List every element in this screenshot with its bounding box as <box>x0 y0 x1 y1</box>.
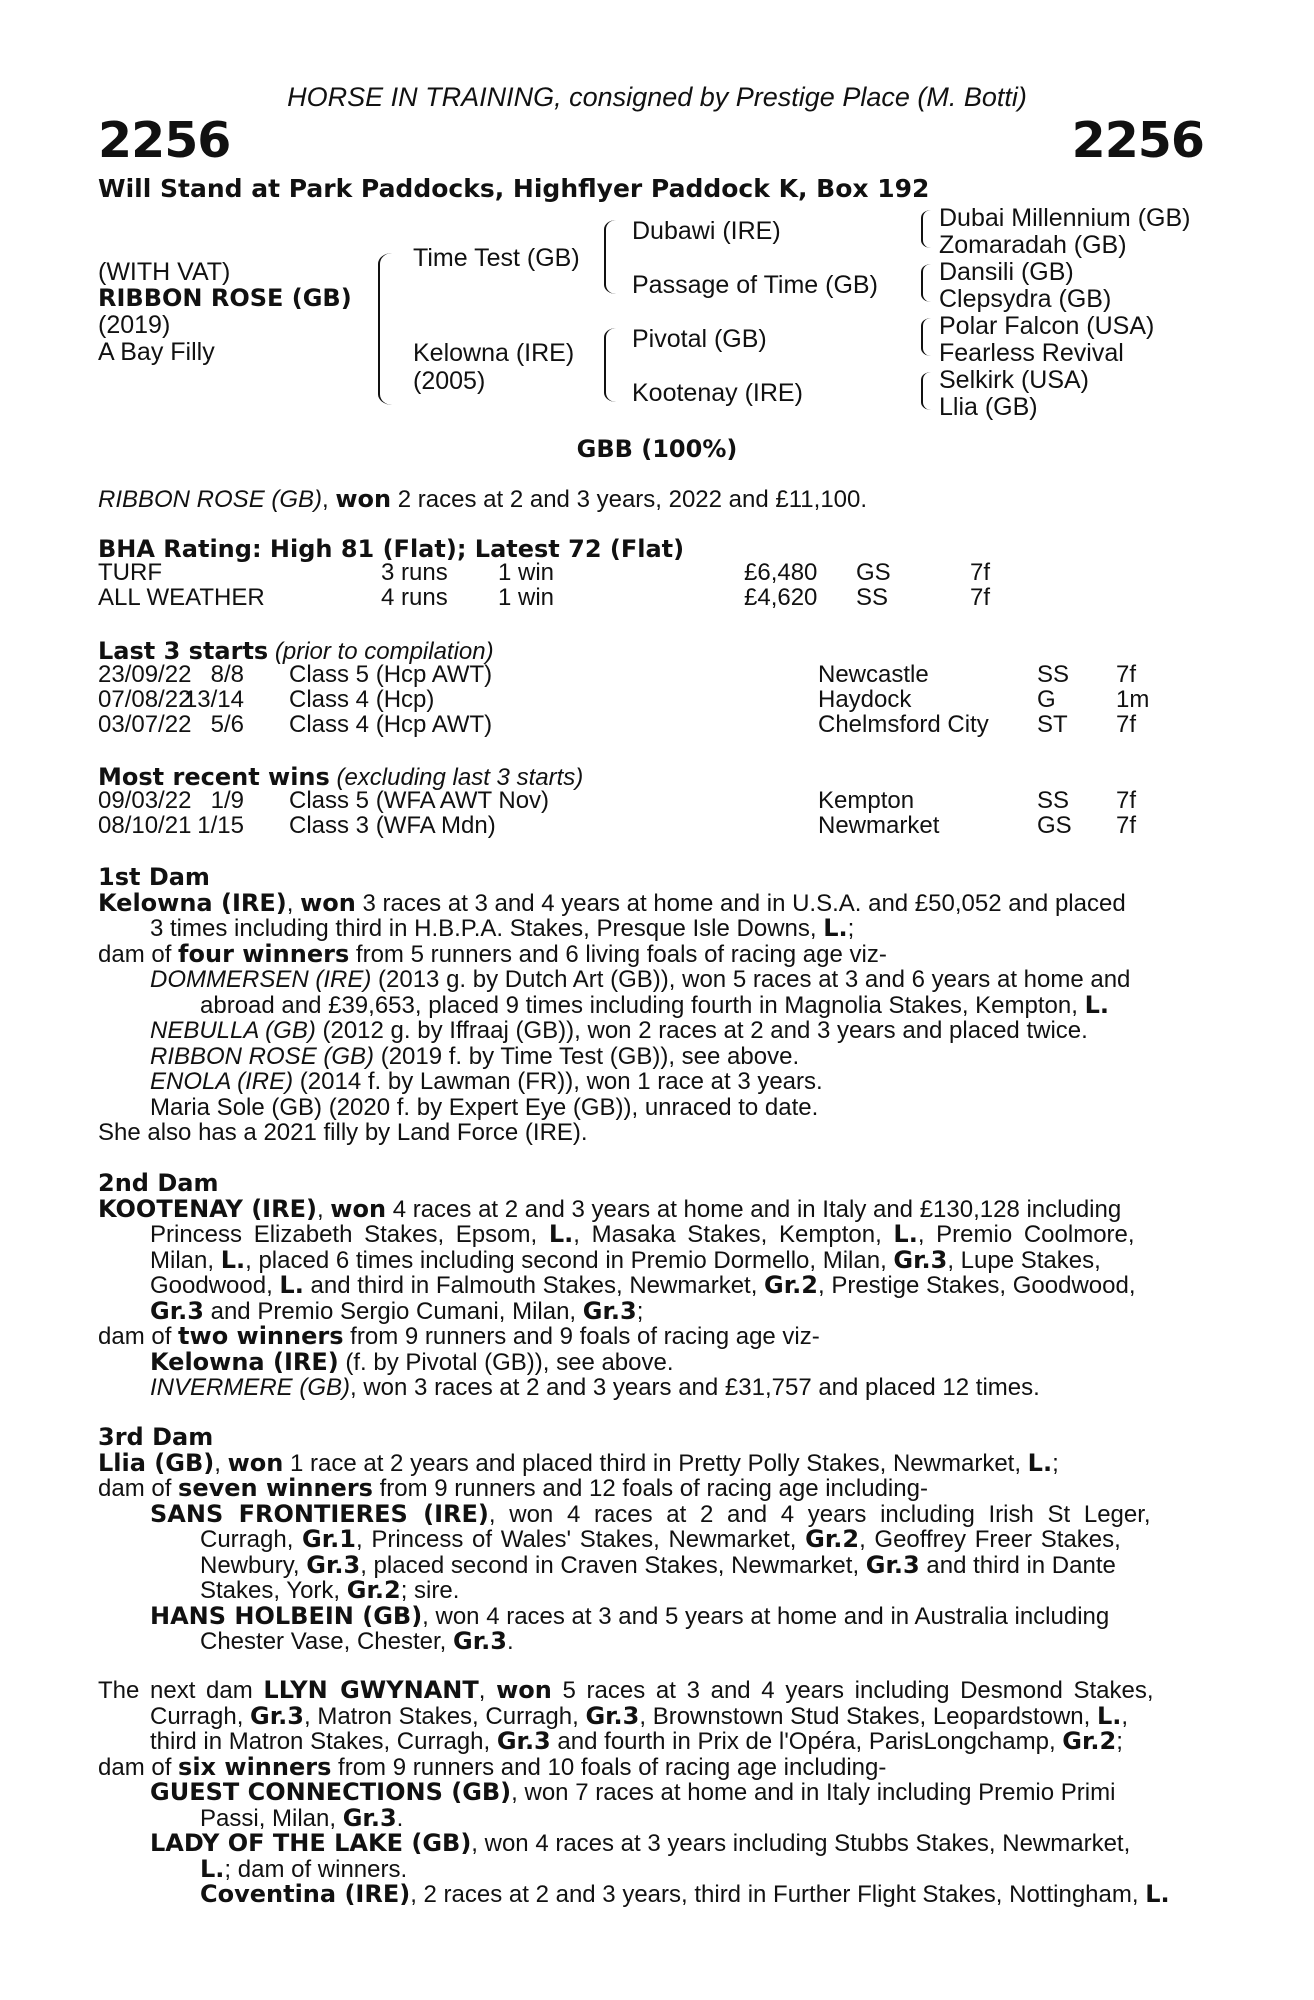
dam-text: , Premio Coolmore, <box>917 1221 1135 1248</box>
race-grade: L. <box>279 1271 304 1299</box>
pedigree-brace-g3-2 <box>921 264 931 302</box>
progeny-text: (2014 f. by Lawman (FR)), won 1 race at 3 years. <box>293 1068 823 1095</box>
dam-text: , Lupe Stakes, <box>947 1246 1101 1274</box>
progeny-text: (2013 g. by Dutch Art (GB)), won 5 races at 3 and 6 years at home and <box>371 966 1131 993</box>
distance: 7f <box>970 584 991 611</box>
dam-text: 3 times including third in H.B.P.A. Stakes, Presque Isle Downs, <box>150 915 824 942</box>
dam-text: 4 races at 2 and 3 years at home and in Italy and £130,128 including <box>386 1195 1122 1223</box>
course: Newcastle <box>818 661 929 688</box>
course: Chelmsford City <box>818 711 989 738</box>
pedigree-g3: Dubai Millennium (GB) <box>939 204 1191 232</box>
dam-text: Goodwood, <box>150 1272 280 1299</box>
progeny-name: NEBULLA (GB) <box>150 1017 316 1044</box>
going: G <box>1037 686 1056 713</box>
progeny-text: , Geoffrey Freer Stakes, <box>859 1526 1121 1553</box>
distance: 1m <box>1116 686 1150 713</box>
pedigree-brace-g3-3 <box>921 318 931 356</box>
going: SS <box>856 584 889 611</box>
recent-wins-table <box>98 788 1198 838</box>
stand-location: Will Stand at Park Paddocks, Highflyer Paddock K, Box 192 <box>98 174 930 203</box>
dam-text: , Masaka Stakes, Kempton, <box>573 1221 894 1248</box>
distance: 7f <box>1116 711 1137 738</box>
race-grade: Gr.2 <box>764 1271 818 1299</box>
progeny-text: , won 4 races at 3 and 5 years at home and in Australia including <box>422 1602 1110 1630</box>
dam-text: Princess Elizabeth Stakes, Epsom, <box>150 1221 549 1248</box>
bha-table <box>98 560 1198 610</box>
recent-wins-note: (excluding last 3 starts) <box>336 764 584 791</box>
position: 13/14 <box>183 686 244 713</box>
date: 23/09/22 <box>98 661 192 688</box>
progeny-text: Newbury, <box>200 1551 307 1579</box>
runs: 4 runs <box>381 584 448 611</box>
punct: ; <box>847 915 855 942</box>
distance: 7f <box>1116 787 1137 814</box>
last3-table <box>98 662 1198 737</box>
dam-name: Llia (GB) <box>98 1448 215 1477</box>
progeny-name: GUEST CONNECTIONS (GB) <box>150 1778 512 1806</box>
progeny-text: , won 7 races at home and in Italy including Premio Primi <box>511 1779 1116 1806</box>
won-label: won <box>300 888 356 917</box>
horse-year: (2019) <box>98 311 171 339</box>
pedigree-sire: Time Test (GB) <box>413 244 580 272</box>
progeny-text: , won 4 races at 3 years including Stubbs Stakes, Newmarket, <box>471 1830 1131 1857</box>
progeny-name: HANS HOLBEIN (GB) <box>150 1601 423 1630</box>
course: Haydock <box>818 686 912 713</box>
last3-note: (prior to compilation) <box>274 638 494 665</box>
dam-name: LLYN GWYNANT <box>263 1676 479 1704</box>
winners-count: seven winners <box>178 1474 373 1502</box>
distance: 7f <box>970 559 991 586</box>
summary-horse-name: RIBBON ROSE (GB) <box>98 486 323 513</box>
race-grade: Gr.3 <box>582 1296 637 1325</box>
punct: ; <box>1116 1728 1123 1755</box>
progeny-name: LADY OF THE LAKE (GB) <box>150 1829 472 1857</box>
pedigree-dam-sire: Pivotal (GB) <box>632 325 767 353</box>
progeny-text: ; dam of winners. <box>224 1855 408 1883</box>
dam-text: , Brownstown Stud Stakes, Leopardstown, <box>639 1702 1097 1730</box>
race-grade: L. <box>893 1220 918 1248</box>
pedigree-brace-dam <box>604 328 616 402</box>
table-row <box>98 560 1198 585</box>
course: Newmarket <box>818 812 940 839</box>
going: SS <box>1037 661 1070 688</box>
dam-text: 5 races at 3 and 4 years including Desmond Stakes, <box>551 1677 1154 1704</box>
won-label: won <box>227 1448 284 1477</box>
dam-text: dam of <box>98 1475 179 1502</box>
race-grade: Gr.3 <box>250 1701 304 1730</box>
third-dam-heading: 3rd Dam <box>98 1423 214 1451</box>
pedigree-dam: Kelowna (IRE) <box>413 339 575 367</box>
pedigree-brace-g3-4 <box>921 372 931 410</box>
going: GS <box>856 559 891 586</box>
dam-text: from 9 runners and 10 foals of racing age including- <box>331 1753 887 1781</box>
race-grade: Gr.1 <box>302 1525 356 1553</box>
dam-text: 1 race at 2 years and placed third in Pretty Polly Stakes, Newmarket, <box>283 1449 1028 1477</box>
race-grade: Gr.3 <box>150 1296 204 1325</box>
wins: 1 win <box>498 559 555 586</box>
table-row <box>98 788 1198 813</box>
dam-text: Milan, <box>150 1246 221 1274</box>
progeny-name: INVERMERE (GB) <box>150 1374 351 1401</box>
dam-text: and third in Falmouth Stakes, Newmarket, <box>303 1272 765 1299</box>
position: 1/15 <box>197 812 244 839</box>
table-row <box>98 585 1198 610</box>
punct: . <box>396 1804 404 1832</box>
race-grade: L. <box>200 1854 225 1883</box>
distance: 7f <box>1116 812 1137 839</box>
race-grade: Gr.3 <box>893 1245 948 1274</box>
lot-number-left: 2256 <box>98 112 231 169</box>
also-has-line: She also has a 2021 filly by Land Force (IRE). <box>98 1119 588 1146</box>
going: ST <box>1037 711 1068 738</box>
winners-count: four winners <box>178 939 350 968</box>
progeny-text: , won 4 races at 2 and 4 years including Irish St Leger, <box>488 1500 1151 1528</box>
pedigree-brace-sire <box>604 220 616 294</box>
progeny-name: Kelowna (IRE) <box>150 1347 339 1376</box>
dam-text: dam of <box>98 1753 179 1781</box>
race-grade: Gr.3 <box>496 1727 551 1755</box>
race-grade: Gr.2 <box>1062 1727 1117 1755</box>
pedigree-g3: Llia (GB) <box>939 393 1038 421</box>
race-grade: L. <box>823 914 848 942</box>
table-row <box>98 687 1198 712</box>
punct: , <box>1121 1702 1129 1730</box>
dam-text: The next dam <box>98 1677 264 1704</box>
position: 5/6 <box>210 711 244 738</box>
dam-text: , Matron Stakes, Curragh, <box>303 1702 586 1730</box>
race-grade: Gr.2 <box>346 1576 401 1604</box>
position: 8/8 <box>210 661 244 688</box>
race-grade: Gr.3 <box>453 1627 507 1655</box>
won-label: won <box>496 1676 552 1704</box>
progeny-text: , Princess of Wales' Stakes, Newmarket, <box>355 1526 806 1553</box>
first-dam-heading: 1st Dam <box>98 863 210 891</box>
surface: ALL WEATHER <box>98 584 265 611</box>
gbb-percentage: GBB (100%) <box>576 435 738 463</box>
progeny-name: DOMMERSEN (IRE) <box>150 966 372 993</box>
runs: 3 runs <box>381 559 448 586</box>
race-grade: L. <box>548 1220 574 1248</box>
catalogue-header: HORSE IN TRAINING, consigned by Prestige Place (M. Botti) <box>287 82 1027 112</box>
wins: 1 win <box>498 584 555 611</box>
pedigree-g3: Dansili (GB) <box>939 258 1074 286</box>
dam-text: , placed 6 times including second in Premio Dormello, Milan, <box>245 1246 894 1274</box>
table-row <box>98 662 1198 687</box>
progeny-text: ; sire. <box>400 1577 460 1604</box>
going: SS <box>1037 787 1070 814</box>
pedigree-sire-sire: Dubawi (IRE) <box>632 217 781 245</box>
progeny-name: RIBBON ROSE (GB) <box>150 1042 375 1070</box>
first-dam-section: 1st Dam Kelowna (IRE), won 3 races at 3 and 4 years at home and in U.S.A. and £50,052 and placed 3 times including third in H.B.P.A. Stakes, Presque Isle Downs, L.; dam of four winners from 5 runners and 6 living foals of racing age viz- DOMMERSEN (IRE) (2013 g. by Dutch Art (GB)), won 5 races at 3 and 6 years at home and abroad and £39,653, placed 9 times including fourth in Magnolia Stakes, Kempton, L. NEBULLA (GB) (2012 g. by Iffraaj (GB)), won 2 races at 2 and 3 years and placed twice. RIBBON ROSE (GB) (2019 f. by Time Test (GB)), see above. ENOLA (IRE) (2014 f. by Lawman (FR)), won 1 race at 3 years. Maria Sole (GB) (2020 f. by Expert Eye (GB)), unraced to date. She also has a 2021 filly by Land Force (IRE). <box>98 865 1200 1146</box>
progeny-text: (f. by Pivotal (GB)), see above. <box>338 1348 674 1376</box>
progeny-text: (2019 f. by Time Test (GB)), see above. <box>374 1042 800 1070</box>
going: GS <box>1037 812 1072 839</box>
dam-text: and fourth in Prix de l'Opéra, ParisLongchamp, <box>550 1728 1063 1755</box>
second-dam-section: 2nd Dam KOOTENAY (IRE), won 4 races at 2 and 3 years at home and in Italy and £130,128 including Princess Elizabeth Stakes, Epsom, L., Masaka Stakes, Kempton, L., Premio Coolmore, Milan, L., placed 6 times including second in Premio Dormello, Milan, Gr.3, Lupe Stakes, Goodwood, L. and third in Falmouth Stakes, Newmarket, Gr.2, Prestige Stakes, Goodwood, Gr.3 and Premio Sergio Cumani, Milan, Gr.3; dam of two winners from 9 runners and 9 foals of racing age viz- Kelowna (IRE) (f. by Pivotal (GB)), see above. INVERMERE (GB), won 3 races at 2 and 3 years and £31,757 and placed 12 times. <box>98 1171 1200 1401</box>
race-grade: L. <box>1027 1448 1053 1477</box>
progeny-text: Chester Vase, Chester, <box>200 1628 454 1655</box>
third-dam-section: 3rd Dam Llia (GB), won 1 race at 2 years and placed third in Pretty Polly Stakes, Newmarket, L.; dam of seven winners from 9 runners and 12 foals of racing age including- SANS FRONTIERES (IRE), won 4 races at 2 and 4 years including Irish St Leger, Curragh, Gr.1, Princess of Wales' Stakes, Newmarket, Gr.2, Geoffrey Freer Stakes, Newbury, Gr.3, placed second in Craven Stakes, Newmarket, Gr.3 and third in Dante Stakes, York, Gr.2; sire. HANS HOLBEIN (GB), won 4 races at 3 and 5 years at home and in Australia including Chester Vase, Chester, Gr.3. <box>98 1425 1200 1655</box>
race-grade: L. <box>1096 1701 1122 1730</box>
progeny-name: ENOLA (IRE) <box>150 1068 294 1095</box>
dam-text: third in Matron Stakes, Curragh, <box>150 1728 497 1755</box>
pedigree-brace-g3-1 <box>921 210 931 248</box>
lot-number-right: 2256 <box>1071 112 1204 169</box>
pedigree-g3: Selkirk (USA) <box>939 366 1090 394</box>
race-class: Class 3 (WFA Mdn) <box>289 812 496 839</box>
progeny-text: and third in Dante <box>919 1551 1116 1579</box>
dam-text: dam of <box>98 1323 179 1350</box>
next-dam-section: The next dam LLYN GWYNANT, won 5 races at 3 and 4 years including Desmond Stakes, Curragh, Gr.3, Matron Stakes, Curragh, Gr.3, Brownstown Stud Stakes, Leopardstown, L., third in Matron Stakes, Curragh, Gr.3 and fourth in Prix de l'Opéra, ParisLongchamp, Gr.2; dam of six winners from 9 runners and 10 foals of racing age including- GUEST CONNECTIONS (GB), won 7 races at home and in Italy including Premio Primi Passi, Milan, Gr.3. LADY OF THE LAKE (GB), won 4 races at 3 years including Stubbs Stakes, Newmarket, L.; dam of winners. Coventina (IRE), 2 races at 2 and 3 years, third in Further Flight Stakes, Nottingham, L. <box>98 1676 1170 1908</box>
course: Kempton <box>818 787 915 814</box>
pedigree-dam-year: (2005) <box>413 367 486 395</box>
progeny-text: , 2 races at 2 and 3 years, third in Further Flight Stakes, Nottingham, <box>410 1881 1146 1908</box>
race-grade: L. <box>220 1245 246 1274</box>
race-grade: Gr.3 <box>342 1803 397 1832</box>
progeny-text: (2012 g. by Iffraaj (GB)), won 2 races at 2 and 3 years and placed twice. <box>315 1017 1088 1044</box>
dam-text: from 5 runners and 6 living foals of racing age viz- <box>349 940 887 968</box>
pedigree-dam-dam: Kootenay (IRE) <box>632 379 803 407</box>
pedigree-g3: Polar Falcon (USA) <box>939 312 1155 340</box>
pedigree-g3: Clepsydra (GB) <box>939 285 1112 313</box>
prize: £4,620 <box>744 584 818 611</box>
progeny-name: SANS FRONTIERES (IRE) <box>150 1499 489 1528</box>
dam-name: KOOTENAY (IRE) <box>98 1194 317 1223</box>
winners-count: six winners <box>178 1752 332 1781</box>
race-class: Class 4 (Hcp) <box>289 686 435 713</box>
progeny-text: Stakes, York, <box>200 1577 347 1604</box>
last3-heading: Last 3 starts <box>98 637 269 665</box>
race-grade: Gr.3 <box>865 1550 920 1579</box>
progeny-line: Maria Sole (GB) (2020 f. by Expert Eye (GB)), unraced to date. <box>150 1093 819 1121</box>
race-grade: Gr.3 <box>306 1550 361 1579</box>
punct: ; <box>636 1297 644 1325</box>
surface: TURF <box>98 559 162 586</box>
won-label: won <box>330 1194 387 1223</box>
punct: ; <box>1052 1449 1059 1477</box>
progeny-text: , won 3 races at 2 and 3 years and £31,757 and placed 12 times. <box>350 1374 1040 1401</box>
winners-count: two winners <box>178 1322 344 1350</box>
dam-text: from 9 runners and 9 foals of racing age viz- <box>343 1323 820 1350</box>
dam-text: dam of <box>98 940 179 968</box>
bha-heading: BHA Rating: High 81 (Flat); Latest 72 (Flat) <box>98 535 685 563</box>
progeny-text: Curragh, <box>200 1526 303 1553</box>
race-summary: RIBBON ROSE (GB), won 2 races at 2 and 3 years, 2022 and £11,100. <box>98 485 868 513</box>
distance: 7f <box>1116 661 1137 688</box>
pedigree-g3: Fearless Revival <box>939 339 1124 367</box>
progeny-text: abroad and £39,653, placed 9 times including fourth in Magnolia Stakes, Kempton, <box>200 991 1085 1019</box>
table-row <box>98 813 1198 838</box>
horse-name: RIBBON ROSE (GB) <box>98 284 352 312</box>
date: 03/07/22 <box>98 711 192 738</box>
race-class: Class 5 (WFA AWT Nov) <box>289 787 550 814</box>
progeny-text: Passi, Milan, <box>200 1804 343 1832</box>
punct: . <box>506 1628 514 1655</box>
date: 08/10/21 <box>98 812 192 839</box>
race-grade: L. <box>1084 990 1109 1019</box>
progeny-name: Coventina (IRE) <box>200 1880 411 1908</box>
date: 09/03/22 <box>98 787 192 814</box>
second-dam-heading: 2nd Dam <box>98 1169 219 1197</box>
dam-text: , Prestige Stakes, Goodwood, <box>817 1272 1136 1299</box>
prize: £6,480 <box>744 559 818 586</box>
vat-note: (WITH VAT) <box>98 258 231 286</box>
race-grade: L. <box>1145 1880 1170 1908</box>
pedigree-brace-main <box>378 253 392 405</box>
progeny-text: , placed second in Craven Stakes, Newmarket, <box>360 1551 866 1579</box>
summary-won: won <box>335 485 392 513</box>
pedigree-g3: Zomaradah (GB) <box>939 231 1127 259</box>
dam-text: 3 races at 3 and 4 years at home and in U.S.A. and £50,052 and placed <box>355 889 1126 917</box>
dam-text: from 9 runners and 12 foals of racing age including- <box>372 1475 928 1502</box>
race-grade: Gr.2 <box>805 1525 860 1553</box>
summary-text: 2 races at 2 and 3 years, 2022 and £11,100. <box>391 486 868 513</box>
date: 07/08/22 <box>98 686 192 713</box>
recent-wins-heading: Most recent wins <box>98 763 330 791</box>
dam-text: Curragh, <box>150 1702 251 1730</box>
dam-name: Kelowna (IRE) <box>98 888 287 917</box>
dam-text: and Premio Sergio Cumani, Milan, <box>203 1297 583 1325</box>
horse-description: A Bay Filly <box>98 338 215 366</box>
table-row <box>98 712 1198 737</box>
pedigree-sire-dam: Passage of Time (GB) <box>632 271 878 299</box>
race-grade: Gr.3 <box>585 1701 640 1730</box>
race-class: Class 4 (Hcp AWT) <box>289 711 493 738</box>
position: 1/9 <box>210 787 244 814</box>
race-class: Class 5 (Hcp AWT) <box>289 661 493 688</box>
